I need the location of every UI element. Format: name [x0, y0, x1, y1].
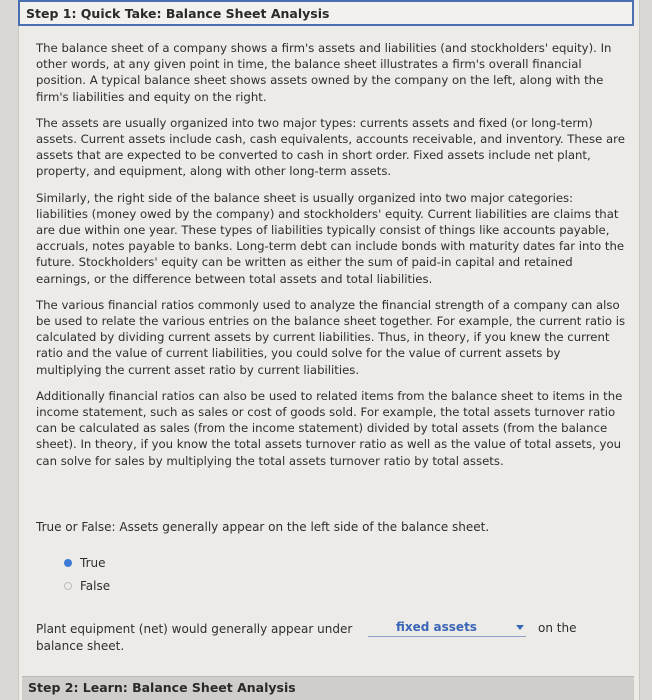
step2-header[interactable]: Step 2: Learn: Balance Sheet Analysis	[22, 676, 634, 700]
fill-suffix-line2: balance sheet.	[36, 639, 125, 653]
assets-dropdown[interactable]	[368, 620, 526, 637]
true-false-question: True or False: Assets generally appear on the left side of the balance sheet.	[36, 520, 490, 534]
radio-selected-icon[interactable]	[64, 559, 72, 567]
paragraph-assets: The assets are usually organized into two major types: currents assets and fixed (or long-term) assets. Current assets include cash, cash equivalents, accounts receivable, and inventory. These are assets that are expected to be converted to cash in short order. Fixed assets include net plant, property, and equipment, along with other long-term assets.	[36, 115, 625, 179]
dropdown-value: fixed assets	[396, 620, 477, 634]
paragraph-ratios: The various financial ratios commonly used to analyze the financial strength of a company can also be used to relate the various entries on the balance sheet together. For example, the current ratio is calculated by dividing current assets by current liabilities. Thus, in theory, if you knew the current ratio and the value of current liabilities, you could solve for the value of current assets by multiplying the current asset ratio by current liabilities.	[36, 297, 626, 377]
chevron-down-icon[interactable]	[516, 625, 524, 630]
option-true-label: True	[80, 556, 106, 570]
option-false[interactable]	[64, 579, 110, 593]
fill-suffix: on the	[538, 621, 577, 635]
option-true[interactable]	[64, 556, 106, 570]
option-false-label: False	[80, 579, 111, 593]
radio-unselected-icon[interactable]	[64, 582, 72, 590]
step1-header[interactable]: Step 1: Quick Take: Balance Sheet Analysis	[18, 0, 634, 26]
step1-body	[36, 40, 626, 479]
fill-prefix: Plant equipment (net) would generally appear under	[36, 622, 353, 636]
paragraph-intro: The balance sheet of a company shows a firm's assets and liabilities (and stockholders' equity). In other words, at any given point in time, the balance sheet illustrates a firm's overall financial position. A typical balance sheet shows assets owned by the company on the left, along with the firm's liabilities and equity on the right.	[36, 41, 612, 104]
paragraph-liabilities: Similarly, the right side of the balance sheet is usually organized into two major categories: liabilities (money owed by the company) and stockholders' equity. Current liabilities are claims that are due within one year. These types of liabilities typically consist of things like accounts payable, accruals, notes payable to banks. Long-term debt can include bonds with maturity dates far into the future. Stockholders' equity can be written as either the sum of paid-in capital and retained earnings, or the difference between total assets and total liabilities.	[36, 190, 625, 286]
paragraph-income-statement: Additionally financial ratios can also be used to related items from the balance sheet to items in the income statement, such as sales or cost of goods sold. For example, the total assets turnover ratio can be calculated as sales (from the income statement) divided by total assets (from the balance sheet). In theory, if you know the total assets turnover ratio as well as the value of total assets, you can solve for sales by multiplying the total assets turnover ratio by total assets.	[36, 388, 623, 468]
